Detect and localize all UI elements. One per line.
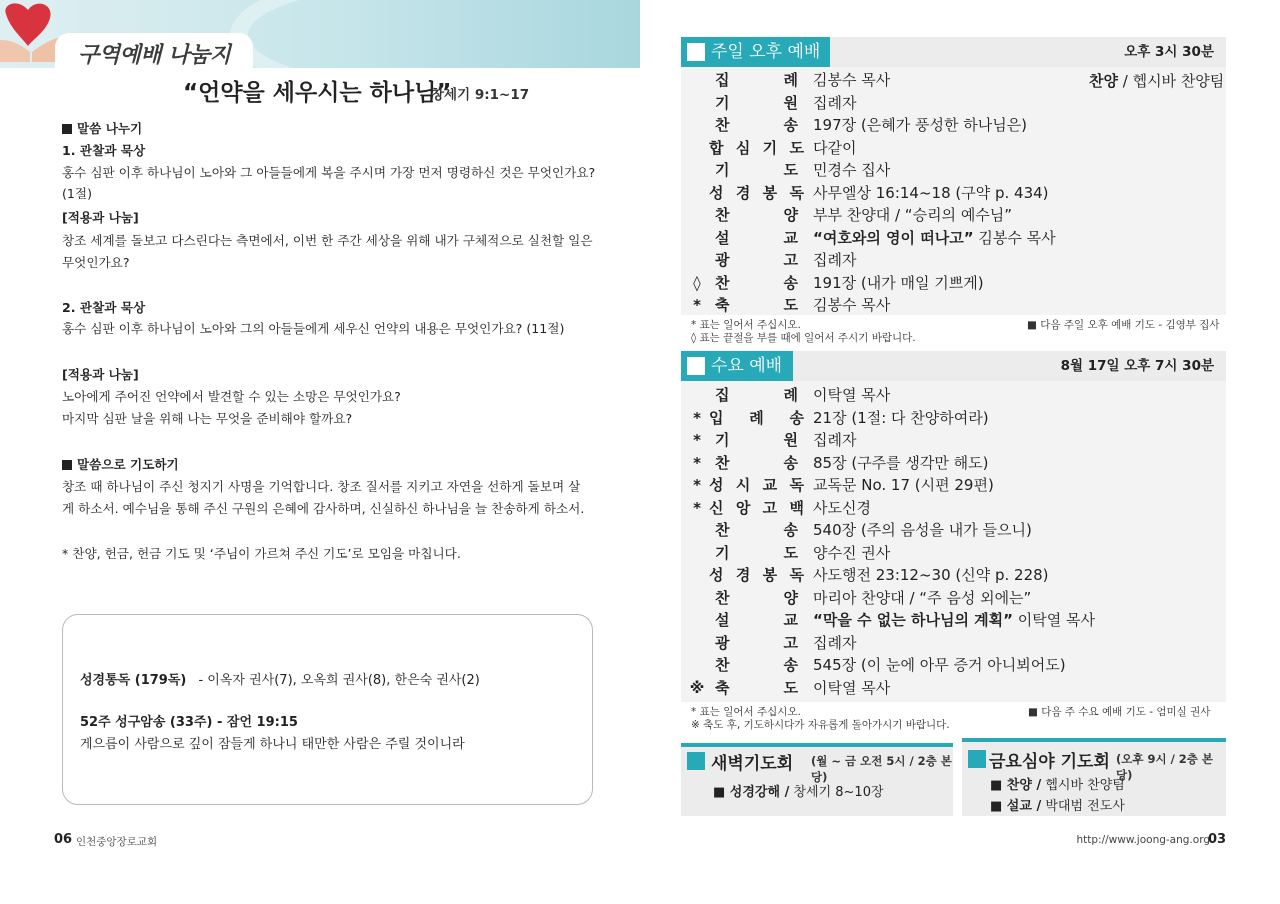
order-value bbox=[813, 159, 890, 181]
order-value-text: 김봉수 목사 bbox=[973, 228, 1056, 247]
friday-prayer-top-line bbox=[962, 738, 1226, 742]
order-value-text: 김봉수 목사 bbox=[813, 296, 891, 314]
order-mark: ※ bbox=[689, 678, 705, 697]
order-value bbox=[813, 429, 856, 451]
friday-prayer-title: 금요심야 기도회 bbox=[989, 752, 1110, 772]
friday-prayer-item-1-value: 헵시바 찬양팀 bbox=[1041, 778, 1125, 793]
order-value-text: 집례자 bbox=[813, 431, 857, 449]
church-name: 인천중앙장로교회 bbox=[76, 836, 158, 848]
friday-prayer-item-1 bbox=[990, 774, 1125, 793]
friday-prayer-item-1-label: ■ 찬양 / bbox=[990, 778, 1042, 793]
cross-icon bbox=[968, 750, 986, 768]
order-value-text: 197장 (은혜가 풍성한 하나님은) bbox=[813, 116, 1028, 134]
order-label: 축 도 bbox=[715, 678, 798, 697]
order-label: 축 도 bbox=[715, 296, 798, 314]
order-label: 기 도 bbox=[715, 543, 798, 562]
sunday-praise-team bbox=[1089, 70, 1224, 91]
order-mark: * bbox=[693, 296, 701, 314]
order-value-text: 191장 (내가 매일 기쁘게) bbox=[813, 273, 984, 292]
section-title: 구역예배 나눔지 bbox=[78, 43, 231, 68]
order-value-text: 다같이 bbox=[813, 138, 857, 157]
order-value-text: 사도행전 23:12~30 (신약 p. 228) bbox=[813, 566, 1049, 584]
cross-icon bbox=[687, 752, 705, 770]
sunday-service-title: 주일 오후 예배 bbox=[711, 42, 821, 62]
question-1-text: 홍수 심판 이후 하나님이 노아와 그 아들들에게 복을 주시며 가장 먼저 명령하신 것은 무엇인가요? (1절) bbox=[62, 165, 596, 201]
order-label: 기 도 bbox=[715, 161, 798, 179]
order-value-text: 집례자 bbox=[813, 251, 857, 269]
memory-verse-heading: 52주 성구암송 (33주) - 잠언 19:15 bbox=[80, 715, 298, 730]
order-label: 집 례 bbox=[715, 71, 798, 89]
question-2-heading: 2. 관찰과 묵상 bbox=[62, 300, 146, 315]
wednesday-service-time: 8월 17일 오후 7시 30분 bbox=[1060, 358, 1214, 374]
order-label: 찬 양 bbox=[715, 206, 798, 224]
page-number-left: 06 bbox=[54, 832, 73, 847]
sunday-note-1: * 표는 일어서 주십시오. bbox=[691, 319, 801, 331]
order-value bbox=[813, 137, 856, 159]
order-label: 입 례 송 bbox=[709, 408, 804, 427]
order-value-text: 민경수 집사 bbox=[813, 161, 891, 179]
order-label: 집 례 bbox=[715, 386, 798, 404]
order-label: 찬 양 bbox=[715, 588, 798, 607]
scripture-reference: 창세기 9:1~17 bbox=[431, 87, 530, 103]
wednesday-next-prayer: ■ 다음 주 수요 예배 기도 - 엄미실 권사 bbox=[1028, 706, 1211, 718]
order-mark: * bbox=[693, 408, 701, 427]
apply-1-text-line2: 무엇인가요? bbox=[62, 255, 130, 270]
order-value-text: 집례자 bbox=[813, 93, 857, 112]
cross-icon bbox=[687, 357, 705, 375]
order-mark: * bbox=[693, 431, 701, 449]
order-label: 합 심 기 도 bbox=[709, 138, 804, 157]
banner-wave-decoration bbox=[230, 0, 640, 68]
dawn-prayer-top-line bbox=[681, 743, 953, 747]
sunday-praise-label: 찬양 bbox=[1089, 72, 1118, 90]
order-value bbox=[813, 384, 890, 406]
order-value bbox=[813, 69, 890, 91]
order-label: 기 원 bbox=[715, 93, 798, 112]
friday-prayer-item-2-label: ■ 설교 / bbox=[990, 799, 1042, 814]
order-label: 기 원 bbox=[715, 431, 798, 449]
order-label: 찬 송 bbox=[715, 453, 798, 472]
order-label: 성 경 봉 독 bbox=[709, 183, 804, 202]
order-value bbox=[813, 92, 856, 114]
order-value-text: 집례자 bbox=[813, 633, 857, 652]
order-label: 찬 송 bbox=[715, 273, 798, 292]
memory-verse-text: 게으름이 사람으로 깊이 잠들게 하나니 태만한 사람은 주릴 것이니라 bbox=[80, 737, 465, 752]
order-value bbox=[813, 654, 1066, 676]
word-sharing-heading: 말씀 나누기 bbox=[62, 118, 602, 139]
question-1-heading: 1. 관찰과 묵상 bbox=[62, 143, 146, 158]
order-label: 설 교 bbox=[715, 228, 798, 247]
order-label: 성 시 교 독 bbox=[709, 476, 804, 494]
order-value bbox=[813, 182, 1049, 204]
order-value-emphasis: “막을 수 없는 하나님의 계획” bbox=[813, 611, 1013, 629]
order-value-text: 마리아 찬양대 / “주 음성 외에는” bbox=[813, 588, 1032, 607]
order-label: 성 경 봉 독 bbox=[709, 566, 804, 584]
sunday-next-prayer: ■ 다음 주일 오후 예배 기도 - 김영부 집사 bbox=[1027, 319, 1220, 331]
order-label: 찬 송 bbox=[715, 116, 798, 134]
order-value-text: 21장 (1절: 다 찬양하여라) bbox=[813, 408, 989, 427]
apply-2-text-line2: 마지막 심판 날을 위해 나는 무엇을 준비해야 할까요? bbox=[62, 411, 353, 426]
order-value bbox=[813, 249, 856, 271]
dawn-prayer-item-value: 창세기 8~10장 bbox=[789, 785, 884, 800]
sunday-service-header bbox=[681, 37, 1226, 67]
order-value bbox=[813, 564, 1049, 586]
page-number-right: 03 bbox=[1208, 832, 1227, 847]
dawn-prayer-item-label: ■ 성경강해 / bbox=[713, 785, 790, 800]
order-value-text: 사무엘상 16:14~18 (구약 p. 434) bbox=[813, 183, 1049, 202]
apply-1-heading: [적용과 나눔] bbox=[62, 210, 139, 225]
order-mark: * bbox=[693, 498, 701, 517]
order-label: 찬 송 bbox=[715, 521, 798, 539]
dawn-prayer-box bbox=[681, 743, 953, 816]
order-label: 설 교 bbox=[715, 611, 798, 629]
sunday-service-time: 오후 3시 30분 bbox=[1124, 44, 1214, 60]
sunday-service-title-block bbox=[681, 37, 830, 67]
order-value-text: 이탁열 목사 bbox=[813, 386, 891, 404]
closing-note: * 찬양, 헌금, 헌금 기도 및 ‘주님이 가르쳐 주신 기도’로 모임을 마칩니다. bbox=[62, 546, 461, 561]
sunday-praise-value: / 헵시바 찬양팀 bbox=[1117, 72, 1225, 90]
cross-icon bbox=[687, 43, 705, 61]
friday-prayer-item-2 bbox=[990, 795, 1125, 814]
prayer-text-line1: 창조 때 하나님이 주신 청지기 사명을 기억합니다. 창조 질서를 지키고 자연을 선하게 돌보며 살 bbox=[62, 479, 581, 494]
square-bullet-icon bbox=[62, 124, 72, 134]
apply-2-heading: [적용과 나눔] bbox=[62, 367, 139, 382]
order-label: 신 앙 고 백 bbox=[709, 498, 804, 517]
order-value bbox=[813, 204, 1012, 226]
sermon-title: “언약을 세우시는 하나님” bbox=[183, 80, 452, 106]
order-value-text: 양수진 권사 bbox=[813, 543, 891, 562]
apply-1-text-line1: 창조 세계를 돌보고 다스린다는 측면에서, 이번 한 주간 세상을 위해 내가 구체적으로 실천할 일은 bbox=[62, 233, 593, 248]
order-value bbox=[813, 294, 890, 316]
order-value-text: 이탁열 목사 bbox=[1013, 611, 1095, 629]
order-value bbox=[813, 542, 890, 564]
order-label: 광 고 bbox=[715, 251, 798, 269]
order-value bbox=[813, 519, 1032, 541]
order-value bbox=[813, 272, 984, 294]
order-mark: ◊ bbox=[693, 273, 701, 292]
sunday-note-2: ◊ 표는 끝절을 부를 때에 일어서 주시기 바랍니다. bbox=[691, 332, 916, 344]
order-mark: * bbox=[693, 476, 701, 494]
order-value bbox=[813, 587, 1031, 609]
prayer-heading: 말씀으로 기도하기 bbox=[62, 454, 602, 475]
apply-2-text-line1: 노아에게 주어진 언약에서 발견할 수 있는 소망은 무엇인가요? bbox=[62, 389, 401, 404]
wednesday-service-header bbox=[681, 351, 1226, 381]
order-value-emphasis: “여호와의 영이 떠나고” bbox=[813, 228, 974, 247]
order-value bbox=[813, 632, 856, 654]
order-value bbox=[813, 452, 989, 474]
dawn-prayer-detail: (월 ~ 금 오전 5시 / 2층 본당) bbox=[811, 754, 952, 784]
order-label: 광 고 bbox=[715, 633, 798, 652]
square-bullet-icon bbox=[62, 460, 72, 470]
order-value-text: 540장 (주의 음성을 내가 들으니) bbox=[813, 521, 1032, 539]
question-2-text: 홍수 심판 이후 하나님이 노아와 그의 아들들에게 세우신 언약의 내용은 무엇인가요? (11절) bbox=[62, 321, 565, 336]
friday-prayer-box bbox=[962, 738, 1226, 816]
dawn-prayer-title: 새벽기도회 bbox=[711, 754, 794, 774]
wednesday-note-1: * 표는 일어서 주십시오. bbox=[691, 706, 801, 718]
order-mark: * bbox=[693, 453, 701, 472]
wednesday-note-2: ※ 축도 후, 기도하시다가 자유롭게 돌아가시기 바랍니다. bbox=[691, 719, 950, 731]
order-value-text: 김봉수 목사 bbox=[813, 71, 891, 89]
order-value bbox=[813, 677, 890, 699]
order-value bbox=[813, 227, 1056, 249]
order-label: 찬 송 bbox=[715, 656, 798, 674]
order-value-text: 이탁열 목사 bbox=[813, 678, 891, 697]
bible-reading-line bbox=[80, 669, 480, 688]
order-value bbox=[813, 497, 871, 519]
order-value bbox=[813, 114, 1027, 136]
order-value bbox=[813, 609, 1095, 631]
bible-reading-names: - 이옥자 권사(7), 오옥희 권사(8), 한은숙 권사(2) bbox=[198, 673, 480, 688]
memo-box bbox=[62, 614, 593, 805]
wednesday-service-title: 수요 예배 bbox=[711, 356, 783, 376]
order-value-text: 교독문 No. 17 (시편 29편) bbox=[813, 476, 994, 494]
order-value-text: 85장 (구주를 생각만 해도) bbox=[813, 453, 989, 472]
order-value-text: 545장 (이 눈에 아무 증거 아니뵈어도) bbox=[813, 656, 1066, 674]
order-value bbox=[813, 474, 994, 496]
dawn-prayer-item bbox=[713, 781, 884, 800]
friday-prayer-detail: (오후 9시 / 2층 본당) bbox=[1116, 752, 1214, 782]
bible-reading-label: 성경통독 (179독) bbox=[80, 673, 187, 688]
order-value bbox=[813, 407, 989, 429]
order-value-text: 부부 찬양대 / “승리의 예수님” bbox=[813, 206, 1013, 224]
church-website: http://www.joong-ang.org bbox=[1076, 834, 1210, 846]
wednesday-service-title-block bbox=[681, 351, 793, 381]
prayer-text-line2: 게 하소서. 예수님을 통해 주신 구원의 은혜에 감사하며, 신실하신 하나님을 늘 찬송하게 하소서. bbox=[62, 501, 585, 516]
order-value-text: 사도신경 bbox=[813, 498, 871, 517]
friday-prayer-item-2-value: 박대범 전도사 bbox=[1041, 799, 1125, 814]
